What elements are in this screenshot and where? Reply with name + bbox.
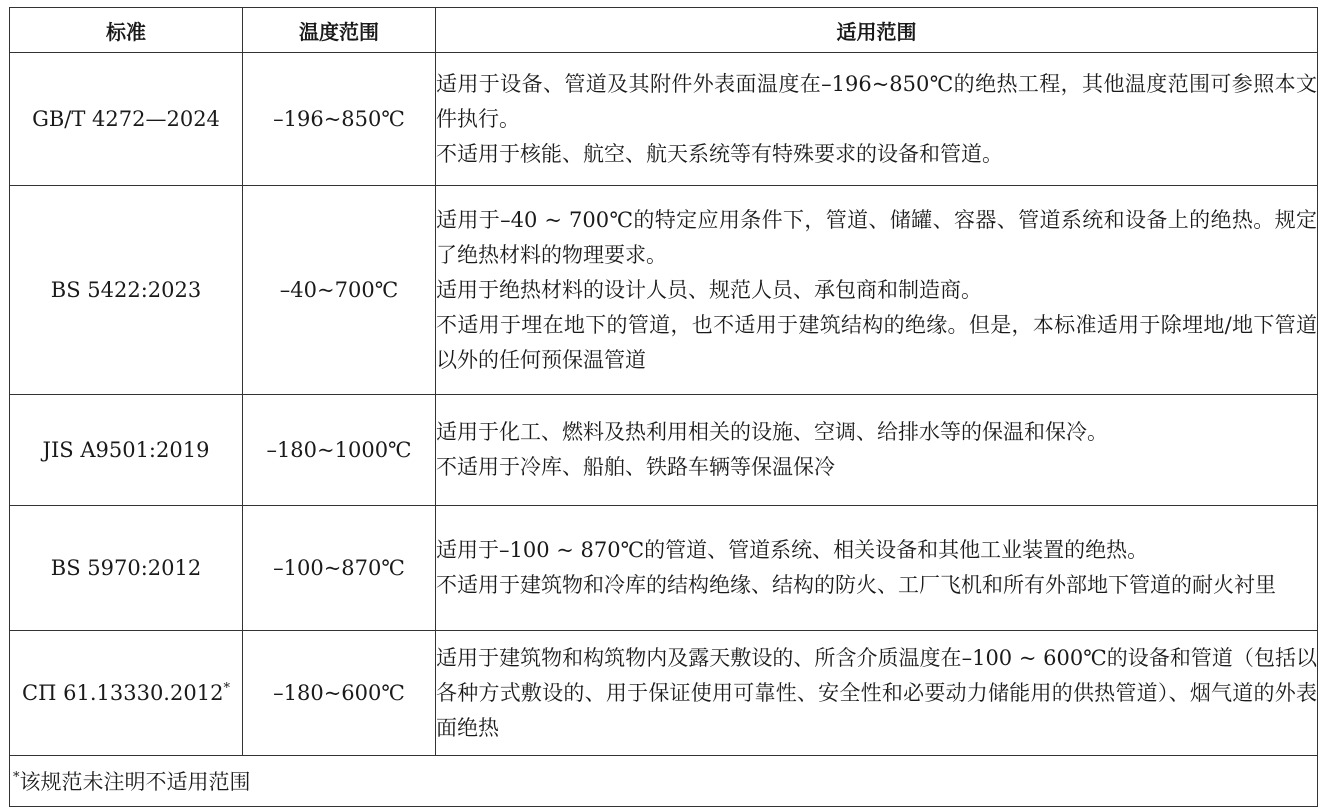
standards-table xyxy=(9,7,1318,807)
temperature-range: –180~1000℃ xyxy=(243,395,436,506)
scope-cell xyxy=(436,186,1318,395)
footnote-text: 该规范未注明不适用范围 xyxy=(19,770,251,794)
scope-line: 适用于建筑物和构筑物内及露天敷设的、所含介质温度在–100 ~ 600℃的设备和管道（包括以各种方式敷设的、用于保证使用可靠性、安全性和必要动力储能用的供热管道）、烟气道的外表面绝热 xyxy=(436,645,1317,740)
scope-cell xyxy=(436,506,1318,631)
temperature-range: –40~700℃ xyxy=(243,186,436,395)
header-temperature: 温度范围 xyxy=(243,8,436,53)
header-row xyxy=(10,8,1318,53)
table-row xyxy=(10,506,1318,631)
scope-line: 不适用于埋在地下的管道，也不适用于建筑结构的绝缘。但是，本标准适用于除埋地/地下管道以外的任何预保温管道 xyxy=(436,312,1317,372)
standard-name-cell xyxy=(10,631,243,756)
standard-name: JIS A9501:2019 xyxy=(10,395,243,506)
scope-line: 不适用于核能、航空、航天系统等有特殊要求的设备和管道。 xyxy=(436,141,1003,166)
table-row xyxy=(10,395,1318,506)
scope-line: 适用于绝热材料的设计人员、规范人员、承包商和制造商。 xyxy=(436,277,982,302)
header-standard: 标准 xyxy=(10,8,243,53)
footnote-row xyxy=(10,756,1318,807)
table-row xyxy=(10,53,1318,186)
standard-name: CП 61.13330.2012 xyxy=(22,681,224,705)
temperature-range: –100~870℃ xyxy=(243,506,436,631)
footnote-cell xyxy=(10,756,1318,807)
scope-line: 适用于设备、管道及其附件外表面温度在–196~850℃的绝热工程，其他温度范围可参照本文件执行。 xyxy=(436,71,1317,131)
scope-line: 适用于–40 ~ 700℃的特定应用条件下，管道、储罐、容器、管道系统和设备上的绝热。规定了绝热材料的物理要求。 xyxy=(436,207,1317,267)
scope-line: 不适用于建筑物和冷库的结构绝缘、结构的防火、工厂飞机和所有外部地下管道的耐火衬里 xyxy=(436,573,1276,597)
footnote-marker: * xyxy=(223,681,230,696)
footnote-marker: * xyxy=(13,770,20,785)
table-row xyxy=(10,631,1318,756)
standard-name: GB/T 4272—2024 xyxy=(10,53,243,186)
table-row xyxy=(10,186,1318,395)
header-scope: 适用范围 xyxy=(436,8,1318,53)
scope-line: 不适用于冷库、船舶、铁路车辆等保温保冷 xyxy=(436,455,835,479)
temperature-range: –180~600℃ xyxy=(243,631,436,756)
scope-line: 适用于化工、燃料及热利用相关的设施、空调、给排水等的保温和保冷。 xyxy=(436,420,1108,444)
temperature-range: –196~850℃ xyxy=(243,53,436,186)
standard-name: BS 5970:2012 xyxy=(10,506,243,631)
scope-cell xyxy=(436,395,1318,506)
standard-name: BS 5422:2023 xyxy=(10,186,243,395)
scope-cell xyxy=(436,53,1318,186)
scope-line: 适用于–100 ~ 870℃的管道、管道系统、相关设备和其他工业装置的绝热。 xyxy=(436,538,1149,562)
scope-cell xyxy=(436,631,1318,756)
